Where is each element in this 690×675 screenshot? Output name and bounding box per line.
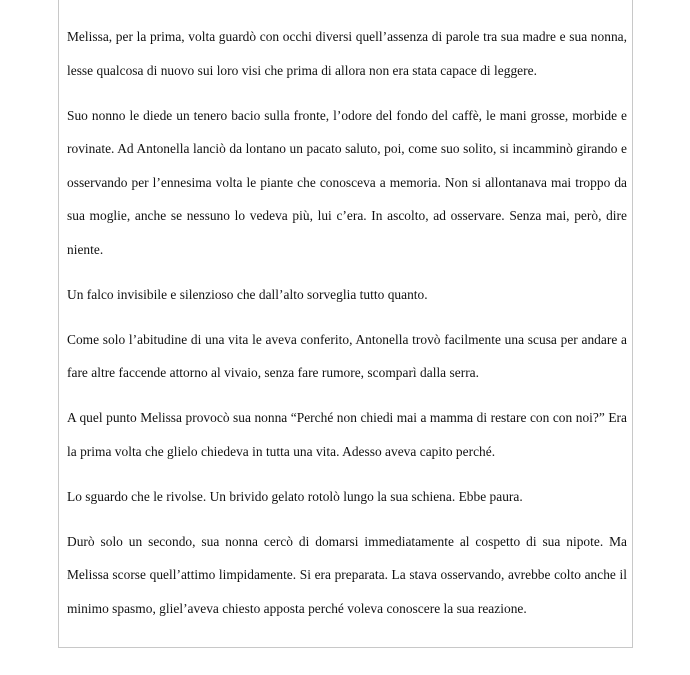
paragraph-5: A quel punto Melissa provocò sua nonna “Perché non chiedi mai a mamma di restare con con noi?” Era la prima volta che glielo chiedeva in tutta una vita. Adesso aveva capito perché.	[67, 410, 627, 459]
document-body	[67, 20, 627, 637]
paragraph-2: Suo nonno le diede un tenero bacio sulla fronte, l’odore del fondo del caffè, le mani grosse, morbide e rovinate. Ad Antonella lanciò da lontano un pacato saluto, poi, come suo solito, si incamminò girando e osservando per l’ennesima volta le piante che conosceva a memoria. Non si allontanava mai troppo da sua moglie, anche se nessuno lo vedeva più, lui c’era. In ascolto, ad osservare. Senza mai, però, dire niente.	[67, 107, 627, 257]
paragraph-6: Lo sguardo che le rivolse. Un brivido gelato rotolò lungo la sua schiena. Ebbe paura.	[67, 488, 523, 504]
paragraph-3: Un falco invisibile e silenzioso che dall’alto sorveglia tutto quanto.	[67, 286, 428, 302]
paragraph-7: Durò solo un secondo, sua nonna cercò di domarsi immediatamente al cospetto di sua nipote. Ma Melissa scorse quell’attimo limpidamente. Si era preparata. La stava osservando, avrebbe colto anche il minimo spasmo, gliel’aveva chiesto apposta perché voleva conoscere la sua reazione.	[67, 533, 627, 616]
paragraph-1: Melissa, per la prima, volta guardò con occhi diversi quell’assenza di parole tra sua madre e sua nonna, lesse qualcosa di nuovo sui loro visi che prima di allora non era stata capace di leggere.	[67, 29, 627, 78]
document-page	[58, 0, 633, 648]
paragraph-4: Come solo l’abitudine di una vita le aveva conferito, Antonella trovò facilmente una scusa per andare a fare altre faccende attorno al vivaio, senza fare rumore, scomparì dalla serra.	[67, 331, 627, 380]
